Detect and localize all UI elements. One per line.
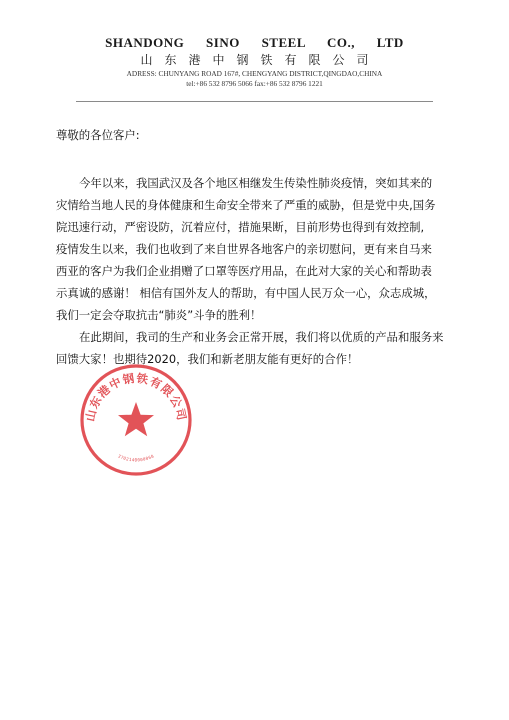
paragraph-line: 我们一定会夺取抗击“肺炎”斗争的胜利！ [56, 308, 262, 322]
company-seal [78, 362, 194, 478]
paragraph-line: 今年以来，我国武汉及各个地区相继发生传染性肺炎疫情，突如其来的 [79, 176, 433, 190]
seal-serial-number: 3702140000068 [117, 453, 155, 463]
seal-star-icon [118, 402, 154, 436]
header-divider [76, 101, 433, 102]
greeting: 尊敬的各位客户: [56, 128, 140, 142]
paragraph-line: 疫情发生以来，我们也收到了来自世界各地客户的亲切慰问，更有来自马来 [56, 242, 432, 256]
paragraph-line: 西亚的客户为我们企业捐赠了口罩等医疗用品，在此对大家的关心和帮助表 [56, 264, 432, 278]
paragraph-1 [56, 172, 460, 326]
paragraph-line: 院迅速行动，严密设防，沉着应付，措施果断，目前形势也得到有效控制, [56, 220, 425, 234]
seal-stamp-icon [78, 362, 194, 478]
paragraph-line: 示真诚的感谢！ 相信有国外友人的帮助，有中国人民万众一心，众志成城， [56, 286, 436, 300]
company-name-cn: 山东港中钢铁有限公司 [140, 53, 381, 67]
letter-body [56, 124, 460, 370]
company-name-en: SHANDONG SINO STEEL CO., LTD [105, 35, 404, 50]
paragraph-line: 灾情给当地人民的身体健康和生命安全带来了严重的威胁，但是党中央,国务 [56, 198, 436, 212]
company-phone-fax: tel:+86 532 8796 5066 fax:+86 532 8796 1221 [186, 79, 323, 88]
paragraph-line: 在此期间，我司的生产和业务会正常开展，我们将以优质的产品和服务来 [79, 330, 444, 344]
paragraph-line: 回馈大家！也期待2020，我们和新老朋友能有更好的合作！ [56, 352, 359, 366]
company-address: ADRESS: CHUNYANG ROAD 167#, CHENGYANG DISTRICT,QINGDAO,CHINA [126, 69, 383, 78]
letterhead [0, 34, 509, 89]
seal-text: 山东港中钢铁有限公司 [82, 371, 190, 423]
